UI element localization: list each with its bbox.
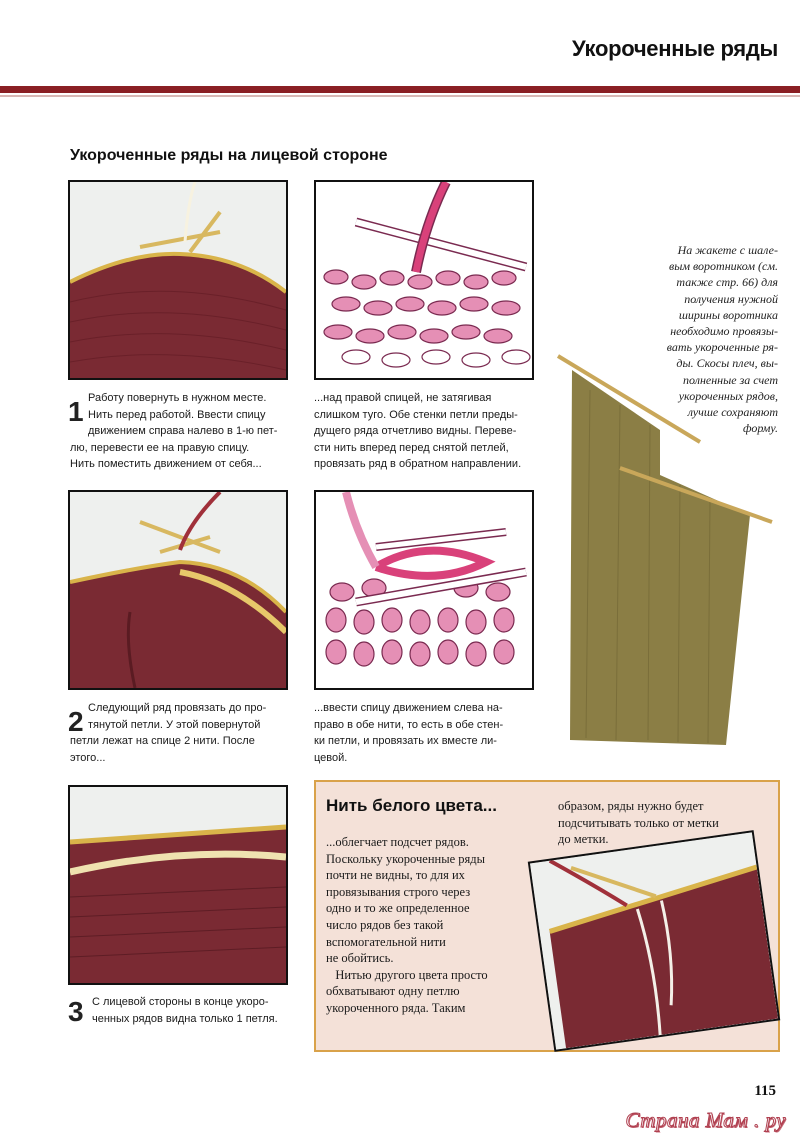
caption-line: укороченных рядов, [678, 388, 778, 403]
illustration-1 [314, 180, 534, 380]
step-1-caption [70, 390, 298, 473]
text-line: Нитью другого цвета просто [326, 967, 488, 982]
caption-line: Работу повернуть в нужном месте. [88, 392, 267, 404]
text-line: ...облегчает подсчет рядов. [326, 835, 469, 849]
step-1-number: 1 [68, 396, 84, 427]
caption-line: цевой. [314, 751, 348, 764]
photo-step-3 [68, 785, 288, 985]
photo-step-2 [68, 490, 288, 690]
text-line: провязывания строго через [326, 884, 471, 899]
info-box-text-left [326, 834, 546, 1017]
caption-line: получения нужной [684, 291, 778, 306]
caption-line: форму. [743, 421, 778, 436]
caption-line: тянутой петли. У этой повернутой [88, 718, 261, 731]
page-header-title: Укороченные ряды [572, 36, 778, 61]
caption-line: сти нить вперед перед снятой петлей, [314, 441, 509, 454]
text-line: до метки. [558, 832, 609, 847]
illustration-2-caption [314, 700, 544, 766]
text-line: не обойтись. [326, 951, 394, 966]
text-line: вспомогательной нити [326, 934, 446, 949]
caption-line: ...ввести спицу движением слева на- [314, 702, 503, 714]
illustration-1-caption [314, 390, 544, 473]
caption-line: Нить поместить движением от себя... [70, 458, 262, 470]
text-line: одно и то же определенное [326, 901, 470, 916]
watermark-logo: Страна Мам . ру [625, 1108, 786, 1132]
info-box-title: Нить белого цвета... [326, 796, 497, 815]
caption-line: лучше сохраняют [687, 405, 778, 420]
step-2-caption [70, 700, 298, 766]
caption-line: ды. Скосы плеч, вы- [676, 356, 778, 371]
caption-line: Нить перед работой. Ввести спицу [88, 408, 266, 421]
step-2-number: 2 [68, 706, 84, 737]
header-rule [0, 86, 800, 93]
caption-line: ки петли, и провязать их вместе ли- [314, 735, 497, 747]
step-3-number: 3 [68, 996, 84, 1027]
caption-line: также стр. 66) для [676, 275, 778, 290]
caption-line: петли лежат на спице 2 нити. После [70, 735, 255, 747]
caption-line: лю, перевести ее на правую спицу. [70, 441, 250, 454]
text-line: подсчитывать только от метки [558, 815, 719, 830]
illustration-2 [314, 490, 534, 690]
knitted-jacket-photo [550, 350, 790, 750]
caption-line: вым воротником (см. [668, 259, 778, 274]
text-line: образом, ряды нужно будет [558, 799, 704, 813]
caption-line: ширины воротника [678, 307, 778, 322]
photo-step-1 [68, 180, 288, 380]
caption-line: На жакете с шале- [677, 243, 778, 257]
text-line: укороченного ряда. Таким [326, 1000, 466, 1015]
step-3-caption [92, 994, 302, 1027]
caption-line: дущего ряда отчетливо видны. Переве- [314, 425, 517, 437]
caption-line: провязать ряд в обратном направлении. [314, 458, 522, 470]
text-line: Поскольку укороченные ряды [326, 851, 486, 866]
caption-line: ченных рядов видна только 1 петля. [92, 1012, 278, 1025]
caption-line: вать укороченные ря- [666, 340, 778, 355]
caption-line: этого... [70, 751, 106, 764]
text-line: почти не видны, то для их [326, 868, 465, 883]
caption-line: движением справа налево в 1-ю пет- [88, 425, 278, 437]
page-number: 115 [754, 1083, 776, 1099]
text-line: число рядов без такой [326, 917, 444, 932]
caption-line: С лицевой стороны в конце укоро- [92, 996, 269, 1008]
caption-line: право в обе нити, то есть в обе стен- [314, 718, 504, 731]
caption-line: слишком туго. Обе стенки петли преды- [314, 408, 518, 421]
caption-line: полненные за счет [683, 372, 778, 387]
infobox-photo [528, 830, 781, 1052]
text-line: обхватывают одну петлю [326, 984, 460, 999]
header-rule-thin [0, 95, 800, 97]
caption-line: ...над правой спицей, не затягивая [314, 392, 492, 404]
section-title: Укороченные ряды на лицевой стороне [70, 147, 388, 164]
caption-line: необходимо провязы- [670, 324, 778, 339]
caption-line: Следующий ряд провязать до про- [88, 702, 267, 714]
